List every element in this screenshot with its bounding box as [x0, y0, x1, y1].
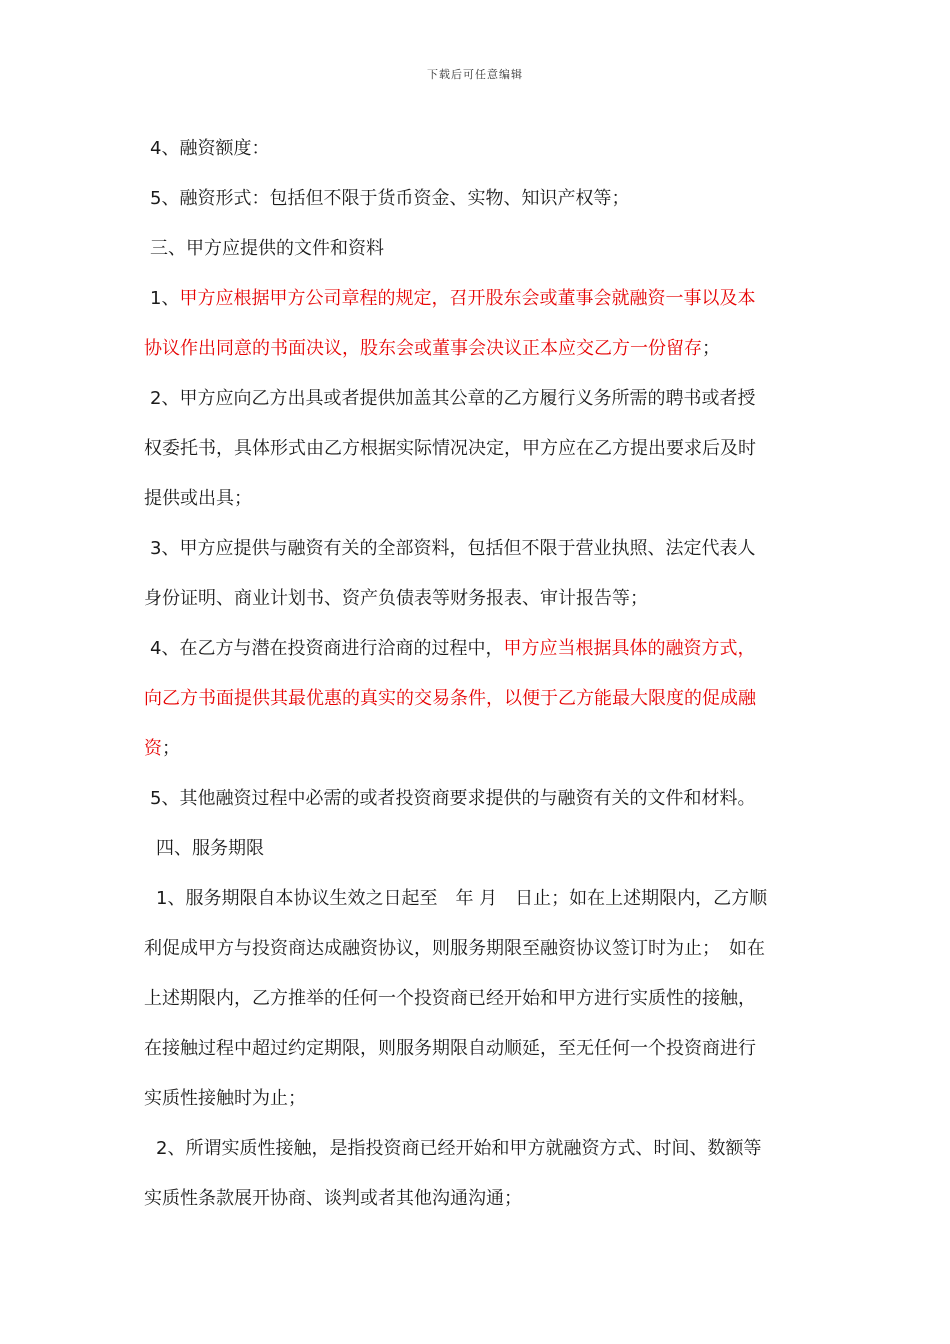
line-text: 权委托书，具体形式由乙方根据实际情况决定，甲方应在乙方提出要求后及时: [144, 438, 756, 459]
section-heading: [144, 834, 804, 884]
paragraph-line: [144, 934, 804, 984]
paragraph-line: [144, 1184, 804, 1234]
paragraph-line: [144, 284, 804, 334]
paragraph-line: [144, 1134, 804, 1184]
line-text: 提供或出具；: [144, 488, 252, 509]
paragraph-line: [144, 384, 804, 434]
line-text: 4、在乙方与潜在投资商进行洽商的过程中，: [150, 638, 504, 659]
paragraph-line: [144, 584, 804, 634]
line-text: 3、甲方应提供与融资有关的全部资料，包括但不限于营业执照、法定代表人: [150, 538, 756, 559]
line-text: 2、所谓实质性接触，是指投资商已经开始和甲方就融资方式、时间、数额等: [156, 1138, 762, 1159]
highlighted-text: 向乙方书面提供其最优惠的真实的交易条件，以便于乙方能最大限度的促成融: [144, 688, 756, 709]
paragraph-line: [144, 1034, 804, 1084]
paragraph-line: [144, 184, 804, 234]
paragraph-line: [144, 884, 804, 934]
highlighted-text: 甲方应当根据具体的融资方式，: [503, 638, 756, 659]
paragraph-line: [144, 434, 804, 484]
line-text: 上述期限内，乙方推举的任何一个投资商已经开始和甲方进行实质性的接触，: [144, 988, 756, 1009]
paragraph-line: [144, 484, 804, 534]
line-text: 实质性条款展开协商、谈判或者其他沟通沟通；: [144, 1188, 522, 1209]
paragraph-line: [144, 784, 804, 834]
paragraph-line: [144, 134, 804, 184]
paragraph-line: [144, 684, 804, 734]
line-text: 四、服务期限: [156, 838, 264, 859]
line-text: 5、融资形式：包括但不限于货币资金、实物、知识产权等；: [150, 188, 630, 209]
line-text: 三、甲方应提供的文件和资料: [150, 238, 384, 259]
line-text: 利促成甲方与投资商达成融资协议，则服务期限至融资协议签订时为止； 如在: [144, 938, 765, 959]
section-heading: [144, 234, 804, 284]
line-text: 4、融资额度：: [150, 138, 270, 159]
highlighted-text: 甲方应根据甲方公司章程的规定，召开股东会或董事会就融资一事以及本: [179, 288, 756, 309]
paragraph-line: [144, 1084, 804, 1134]
page-header: 下载后可任意编辑: [427, 68, 523, 81]
highlighted-text: 协议作出同意的书面决议，股东会或董事会决议正本应交乙方一份留存: [144, 338, 702, 359]
line-text-suffix: ；: [162, 738, 180, 759]
line-text: 实质性接触时为止；: [144, 1088, 306, 1109]
document-body: [144, 134, 804, 1234]
line-text-suffix: ；: [702, 338, 720, 359]
paragraph-line: [144, 984, 804, 1034]
line-text: 1、服务期限自本协议生效之日起至 年 月 日止；如在上述期限内，乙方顺: [156, 888, 768, 909]
line-text: 5、其他融资过程中必需的或者投资商要求提供的与融资有关的文件和材料。: [150, 788, 756, 809]
paragraph-line: [144, 334, 804, 384]
line-text: 2、甲方应向乙方出具或者提供加盖其公章的乙方履行义务所需的聘书或者授: [150, 388, 756, 409]
line-text: 在接触过程中超过约定期限，则服务期限自动顺延，至无任何一个投资商进行: [144, 1038, 756, 1059]
paragraph-line: [144, 734, 804, 784]
paragraph-line: [144, 634, 804, 684]
line-text: 1、: [150, 288, 180, 309]
line-text: 身份证明、商业计划书、资产负债表等财务报表、审计报告等；: [144, 588, 648, 609]
highlighted-text: 资: [144, 738, 162, 759]
paragraph-line: [144, 534, 804, 584]
